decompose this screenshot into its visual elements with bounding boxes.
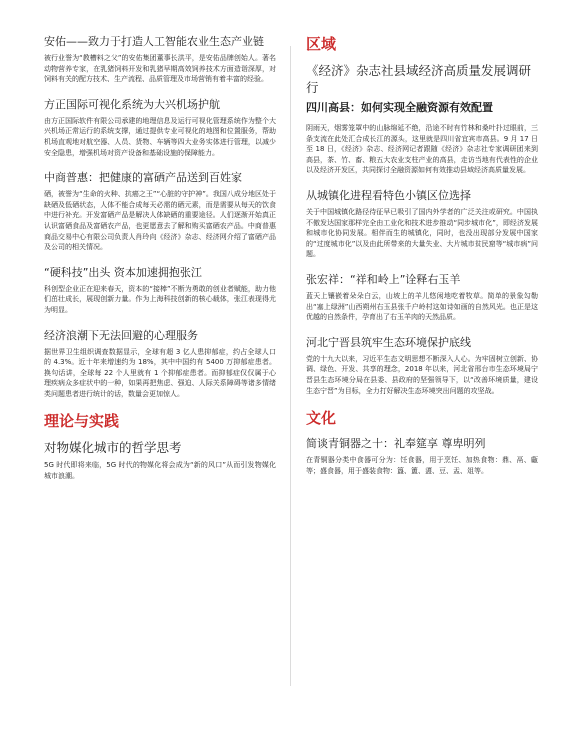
article-title[interactable]: 安佑——致力于打造人工智能农业生态产业链 bbox=[44, 35, 264, 48]
article-youyu-sheep[interactable] bbox=[306, 272, 538, 323]
left-column bbox=[44, 34, 276, 494]
article-body: 由方正国际软件有限公司承建的地理信息及运行可视化管理系统作为整个大兴机场正常运行的系统支撑，通过提供专业可视化的地图和位置服务，帮助机场直观地对航空器、人员、货物、车辆等四大业务实体进行管理，以减少安全隐患，增强机场对资产设备和基础设施的保障能力。 bbox=[44, 116, 276, 157]
article-body: 关于中国城镇化路径待征早已吸引了国内外学者的广泛关注或研究。中国执不傲发达国家那样完全由工业化和技术进步推动“同步城市化”，即经济发展和城市化协同发展。相伴而生的城镇化，同时，也没出现部分发展中国家的“过度城市化”以及由此所带来的大量失业、大片城市贫民窟等“城市病”问题。 bbox=[306, 207, 538, 259]
article-title[interactable]: 从城镇化进程看特色小镇区位选择 bbox=[306, 188, 471, 202]
article-title[interactable]: 张宏祥：“祥和岭上”诠释右玉羊 bbox=[306, 272, 461, 286]
article-body: 被行业誉为“教槽料之父”的安佑集团董事长洪平，是安佑品牌创始人。著名动物营养专家，在乳猪饲料开发和乳猪早期高效饲养技术方面造诣深厚，对饲料有关的配方技术、生产流程、品质管理及市场营销有着丰富的经验。 bbox=[44, 54, 276, 84]
article-subtitle: 四川高县：如何实现全融资源有效配置 bbox=[306, 101, 493, 114]
article-ningjin[interactable] bbox=[306, 335, 538, 396]
article-founder[interactable] bbox=[44, 97, 276, 158]
article-title[interactable]: 中商普惠：把健康的富硒产品送到百姓家 bbox=[44, 171, 242, 185]
article-media-city[interactable] bbox=[44, 439, 276, 481]
article-title[interactable]: 对物媒化城市的哲学思考 bbox=[44, 440, 182, 456]
article-gaoxian[interactable] bbox=[306, 62, 538, 176]
section-heading-region[interactable]: 区域 bbox=[306, 35, 337, 53]
article-title[interactable]: “硬科技”出头 资本加速拥抱张江 bbox=[44, 265, 202, 279]
article-title[interactable]: 河北宁晋县筑牢生态环境保护底线 bbox=[306, 335, 471, 349]
article-body: 硒，被誉为“生命的火种、抗癌之王”“心脏的守护神”。我国八成分地区处于缺硒及低硒状态，人体不能合成每天必需的硒元素，而是需要从每天的饮食中进行补充。开发富硒产品是解决人体缺硒的重要途径。人们逐渐开始真正认识富硒食品及富硒农产品，也更愿意去了解和购买富硒农产品。中商普惠商品交易中心有限公司负责人肖玲向《经济》杂志、经济网介绍了富硒产品及公司的相关情况。 bbox=[44, 190, 276, 252]
section-heading-theory[interactable]: 理论与实践 bbox=[44, 412, 120, 431]
article-body: 据世界卫生组织调查数据显示，全球有超 3 亿人患抑郁症，约占全球人口的 4.3%。近十年来增速约为 18%，其中中国约有 5400 万抑郁症患者。换句话讲，全球每 22 个人里就有 1 个抑郁症患者。而抑郁症仅仅属于心理疾病众多症状中的一种，如果再把焦虑、强迫、人际关系障碍等诸多情绪类问题患者进行统计的话，数量会更加惊人。 bbox=[44, 347, 276, 398]
article-title[interactable]: 方正国际可视化系统为大兴机场护航 bbox=[44, 97, 220, 111]
column-divider bbox=[290, 46, 291, 686]
article-body: 党的十九大以来，习近平生态文明思想不断深入人心。为牢固树立创新、协调、绿色、开发、共享的理念，2018 年以来，河北省邢台市生态环境局宁晋县生态环境分局在县委、县政府的坚强领导下，以“改善环境质量，建设生态宁晋”为目标，全力打好解决生态环境突出问题的攻坚战。 bbox=[306, 354, 538, 395]
right-column bbox=[306, 34, 538, 488]
article-body: 5G 时代即将来临，5G 时代的物媒化将会成为“新的风口”从而引发物媒化城市浪潮。 bbox=[44, 461, 276, 481]
article-zhongshang[interactable] bbox=[44, 170, 276, 253]
article-zhangjiang[interactable] bbox=[44, 265, 276, 316]
article-title[interactable]: 简谈青铜器之十：礼奉筵享 尊卑明列 bbox=[306, 437, 486, 451]
article-urbanization[interactable] bbox=[306, 188, 538, 260]
article-title[interactable]: 《经济》杂志社县域经济高质量发展调研行 bbox=[306, 63, 532, 95]
article-psychology[interactable] bbox=[44, 328, 276, 400]
article-bronze[interactable] bbox=[306, 436, 538, 476]
article-title[interactable]: 经济浪潮下无法回避的心理服务 bbox=[44, 328, 198, 342]
article-body: 科创型企业正在迎来春天，资本的“接棒”不断为勇敢的创业者赋能，助力他们茁壮成长，展现创新力量。作为上海科技创新的核心载体，张江表现得尤为明显。 bbox=[44, 284, 276, 314]
section-heading-culture[interactable]: 文化 bbox=[306, 409, 337, 428]
article-anyou[interactable] bbox=[44, 34, 276, 85]
article-body: 蓝天上镶嵌着朵朵白云，山坡上的羊儿悠闲地吃着牧草。简单的景象勾勒出“塞上绿洲”山西朔州右玉县张千户岭村这如诗如画的自然风光。也正是这优越的自然条件，孕育出了右玉羊肉的天然品质。 bbox=[306, 291, 538, 322]
article-body: 阴雨天，烟雾笼罩中的山脉绵延不绝，沿途不时有竹林和桑叶扑过眼前，三条支流在此处汇合成长江的源头，这里就是四川省宜宾市高县。9 月 17 日至 18 日，《经济》杂志、经济网记者跟随《经济》杂志社专家调研团来到高县，茶、竹、畜、粮五大农业支柱产业的高县，走访当地有代表性的企业以及经济开发区，共同探讨全融资源如何有效推动县域经济高质量发展。 bbox=[306, 124, 538, 175]
article-body: 在青铜器分类中食器可分为：饪食器，用于烹饪、加热食物：鼎、鬲、甗等；盛食器，用于盛装食物：簋、簠、盨、豆、盂、俎等。 bbox=[306, 456, 538, 475]
